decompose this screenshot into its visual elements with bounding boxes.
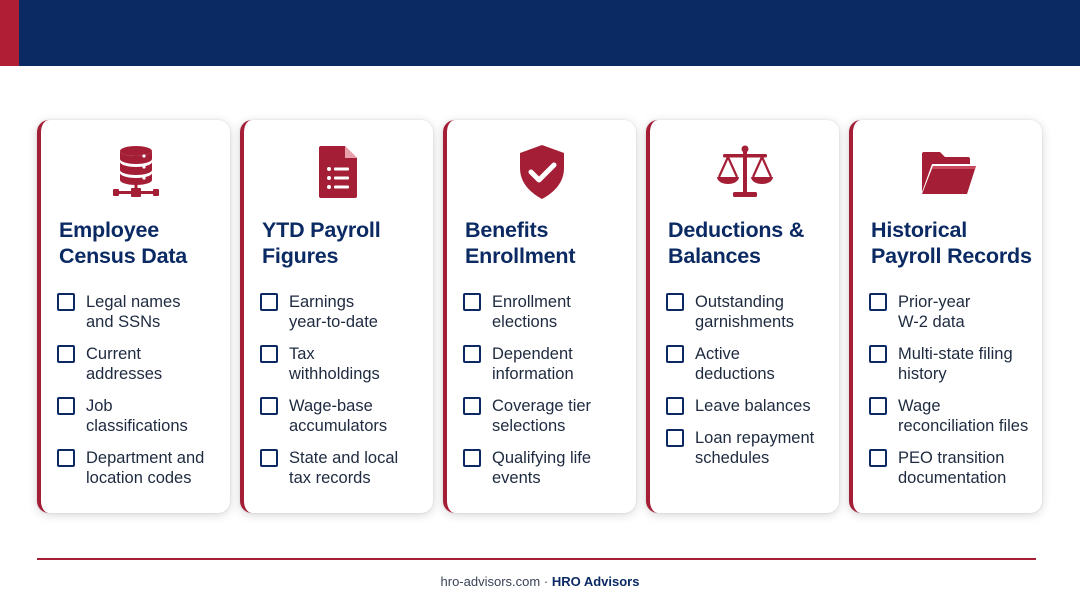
checkbox[interactable] — [260, 345, 278, 363]
checklist-item: Department and location codes — [57, 448, 226, 500]
card-deductions-balances — [646, 120, 839, 513]
checkbox[interactable] — [869, 397, 887, 415]
header-accent-stripe — [0, 0, 19, 66]
checkbox[interactable] — [57, 293, 75, 311]
server-database-icon — [41, 142, 230, 202]
checklist-item: Active deductions — [666, 344, 835, 396]
balance-scale-icon — [650, 142, 839, 202]
checkbox[interactable] — [869, 449, 887, 467]
checkbox[interactable] — [666, 397, 684, 415]
checkbox[interactable] — [869, 293, 887, 311]
checklist-item: Earnings year-to-date — [260, 292, 429, 344]
checkbox[interactable] — [666, 429, 684, 447]
checkbox[interactable] — [869, 345, 887, 363]
footer — [0, 574, 1080, 589]
card-title: Benefits Enrollment — [465, 218, 576, 268]
checklist-item: Qualifying life events — [463, 448, 632, 500]
checkbox[interactable] — [463, 345, 481, 363]
checklist-item: Job classifications — [57, 396, 226, 448]
checklist-item: State and local tax records — [260, 448, 429, 500]
footer-separator: · — [543, 574, 549, 589]
footer-brand: HRO Advisors — [551, 574, 640, 589]
checklist-item: Coverage tier selections — [463, 396, 632, 448]
checklist-item: Tax withholdings — [260, 344, 429, 396]
card-employee-census — [37, 120, 230, 513]
footer-divider — [37, 558, 1036, 560]
checkbox[interactable] — [57, 345, 75, 363]
checklist-item: Outstanding garnishments — [666, 292, 835, 344]
document-list-icon — [244, 142, 433, 202]
checklist — [57, 292, 226, 500]
card-ytd-payroll — [240, 120, 433, 513]
checklist-item: Enrollment elections — [463, 292, 632, 344]
shield-check-icon — [447, 142, 636, 202]
checklist — [260, 292, 429, 500]
checklist-item: Current addresses — [57, 344, 226, 396]
checklist-item: PEO transition documentation — [869, 448, 1038, 500]
checklist-item: Leave balances — [666, 396, 835, 428]
checkbox[interactable] — [260, 293, 278, 311]
checkbox[interactable] — [57, 449, 75, 467]
checklist-item: Dependent information — [463, 344, 632, 396]
checklist — [463, 292, 632, 500]
checkbox[interactable] — [260, 449, 278, 467]
checkbox[interactable] — [666, 345, 684, 363]
checklist-item: Wage-base accumulators — [260, 396, 429, 448]
card-title: YTD Payroll Figures — [262, 218, 381, 268]
card-historical-payroll — [849, 120, 1042, 513]
checkbox[interactable] — [57, 397, 75, 415]
card-title: Historical Payroll Records — [871, 218, 1032, 268]
footer-site-link[interactable]: hro-advisors.com — [440, 574, 541, 589]
checkbox[interactable] — [463, 293, 481, 311]
card-title: Deductions & Balances — [668, 218, 805, 268]
checkbox[interactable] — [666, 293, 684, 311]
card-benefits-enrollment — [443, 120, 636, 513]
checkbox[interactable] — [463, 449, 481, 467]
folder-open-icon — [853, 142, 1042, 202]
checklist-item: Legal names and SSNs — [57, 292, 226, 344]
card-title: Employee Census Data — [59, 218, 188, 268]
checklist — [666, 292, 835, 480]
checklist — [869, 292, 1038, 500]
checkbox[interactable] — [463, 397, 481, 415]
checklist-item: Loan repayment schedules — [666, 428, 835, 480]
checklist-item: Prior-year W-2 data — [869, 292, 1038, 344]
checkbox[interactable] — [260, 397, 278, 415]
checklist-item: Multi-state filing history — [869, 344, 1038, 396]
header-bar — [0, 0, 1080, 66]
checklist-item: Wage reconciliation files — [869, 396, 1038, 448]
